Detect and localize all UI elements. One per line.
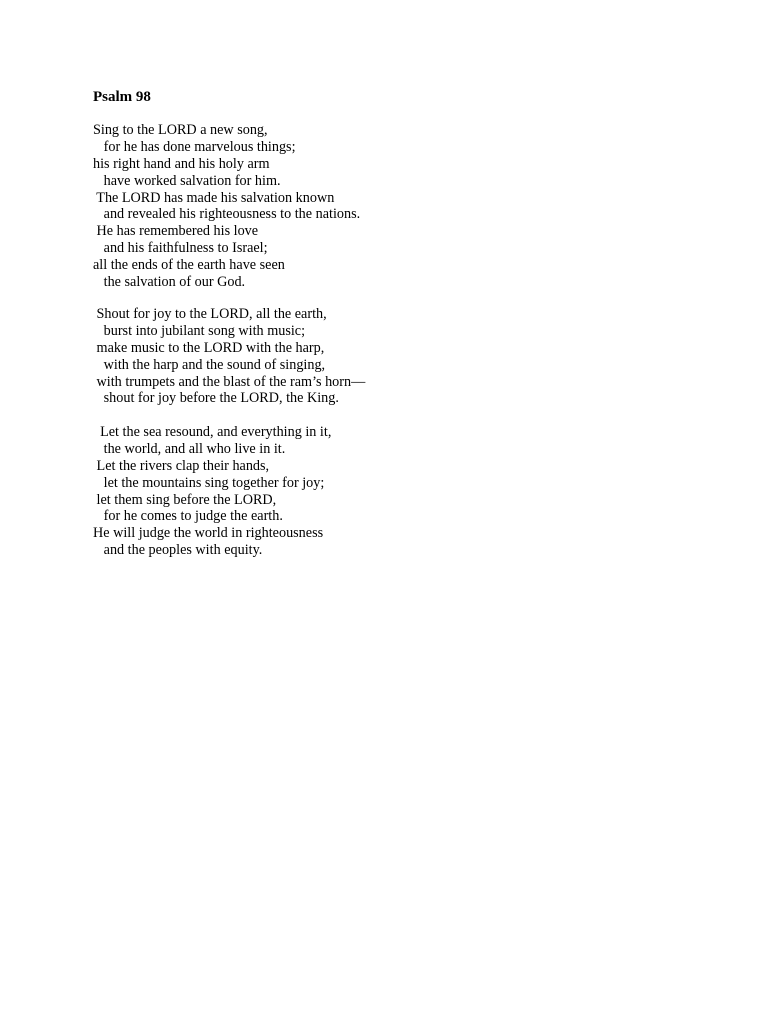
- verse-line: let the mountains sing together for joy;: [93, 474, 325, 491]
- verse-line: the salvation of our God.: [93, 274, 246, 291]
- verse-line: Let the rivers clap their hands,: [93, 457, 270, 474]
- verse-line: He will judge the world in righteousness: [93, 525, 324, 542]
- verse-line: his right hand and his holy arm: [93, 155, 270, 172]
- verse-line: and revealed his righteousness to the nations.: [93, 206, 361, 223]
- verse-line: make music to the LORD with the harp,: [93, 339, 325, 356]
- verse-line: shout for joy before the LORD, the King.: [93, 390, 339, 407]
- verse-line: He has remembered his love: [93, 223, 259, 240]
- stanza-1: [93, 122, 360, 291]
- verse-line: for he comes to judge the earth.: [93, 508, 283, 525]
- stanza-2: [93, 306, 365, 407]
- verse-line: Let the sea resound, and everything in it,: [93, 424, 332, 440]
- verse-line: have worked salvation for him.: [93, 172, 281, 189]
- verse-line: burst into jubilant song with music;: [93, 322, 306, 339]
- verse-line: and his faithfulness to Israel;: [93, 240, 268, 257]
- verse-line: Shout for joy to the LORD, all the earth,: [93, 306, 327, 322]
- verse-line: and the peoples with equity.: [93, 542, 263, 559]
- stanza-3: [93, 424, 331, 559]
- document-title: Psalm 98: [93, 89, 151, 105]
- verse-line: with the harp and the sound of singing,: [93, 356, 326, 373]
- verse-line: The LORD has made his salvation known: [93, 189, 335, 206]
- verse-line: all the ends of the earth have seen: [93, 257, 285, 274]
- verse-line: the world, and all who live in it.: [93, 440, 286, 457]
- verse-line: for he has done marvelous things;: [93, 138, 296, 155]
- verse-line: with trumpets and the blast of the ram’s horn—: [93, 373, 366, 390]
- verse-line: let them sing before the LORD,: [93, 491, 277, 508]
- verse-line: Sing to the LORD a new song,: [93, 122, 268, 138]
